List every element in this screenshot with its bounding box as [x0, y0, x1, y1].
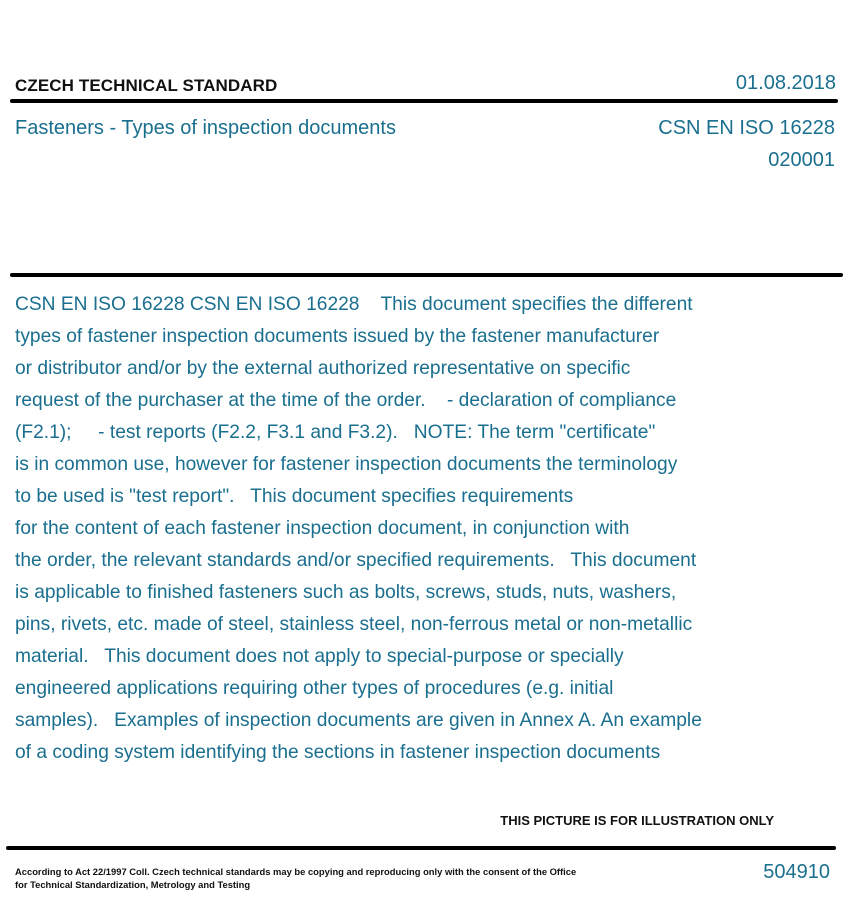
- standard-number: CSN EN ISO 16228: [658, 117, 835, 139]
- abstract-text: [15, 289, 815, 769]
- legal-notice-line: According to Act 22/1997 Coll. Czech technical standards may be copying and reproducing only with the consent of the Office: [15, 866, 577, 877]
- standard-type-label: CZECH TECHNICAL STANDARD: [15, 76, 278, 95]
- abstract-line: (F2.1); - test reports (F2.2, F3.1 and F3.2). NOTE: The term "certificate": [15, 422, 656, 443]
- abstract-line: of a coding system identifying the sections in fastener inspection documents: [15, 742, 661, 763]
- abstract-line: to be used is "test report". This document specifies requirements: [15, 486, 574, 507]
- catalog-number: 020001: [768, 149, 835, 171]
- abstract-line: material. This document does not apply to special-purpose or specially: [15, 646, 624, 667]
- legal-notice: [15, 865, 615, 891]
- abstract-line: for the content of each fastener inspection document, in conjunction with: [15, 518, 630, 539]
- abstract-divider: [10, 273, 843, 277]
- publication-date: 01.08.2018: [735, 72, 836, 94]
- illustration-notice: THIS PICTURE IS FOR ILLUSTRATION ONLY: [500, 813, 774, 828]
- abstract-line: the order, the relevant standards and/or specified requirements. This document: [15, 550, 697, 571]
- abstract-line: samples). Examples of inspection documents are given in Annex A. An example: [15, 710, 702, 731]
- abstract-line: is in common use, however for fastener inspection documents the terminology: [15, 454, 678, 475]
- abstract-line: engineered applications requiring other types of procedures (e.g. initial: [15, 678, 614, 699]
- abstract-line: CSN EN ISO 16228 CSN EN ISO 16228 This document specifies the different: [15, 294, 693, 315]
- legal-notice-line: for Technical Standardization, Metrology and Testing: [15, 879, 251, 890]
- abstract-line: or distributor and/or by the external authorized representative on specific: [15, 358, 631, 379]
- abstract-line: pins, rivets, etc. made of steel, stainless steel, non-ferrous metal or non-metallic: [15, 614, 693, 635]
- footer-divider: [6, 846, 836, 850]
- abstract-line: is applicable to finished fasteners such as bolts, screws, studs, nuts, washers,: [15, 582, 677, 603]
- standard-title: Fasteners - Types of inspection documents: [15, 117, 396, 139]
- abstract-line: request of the purchaser at the time of the order. - declaration of compliance: [15, 390, 677, 411]
- document-number: 504910: [763, 861, 830, 883]
- header-divider: [10, 99, 838, 103]
- abstract-line: types of fastener inspection documents issued by the fastener manufacturer: [15, 326, 660, 347]
